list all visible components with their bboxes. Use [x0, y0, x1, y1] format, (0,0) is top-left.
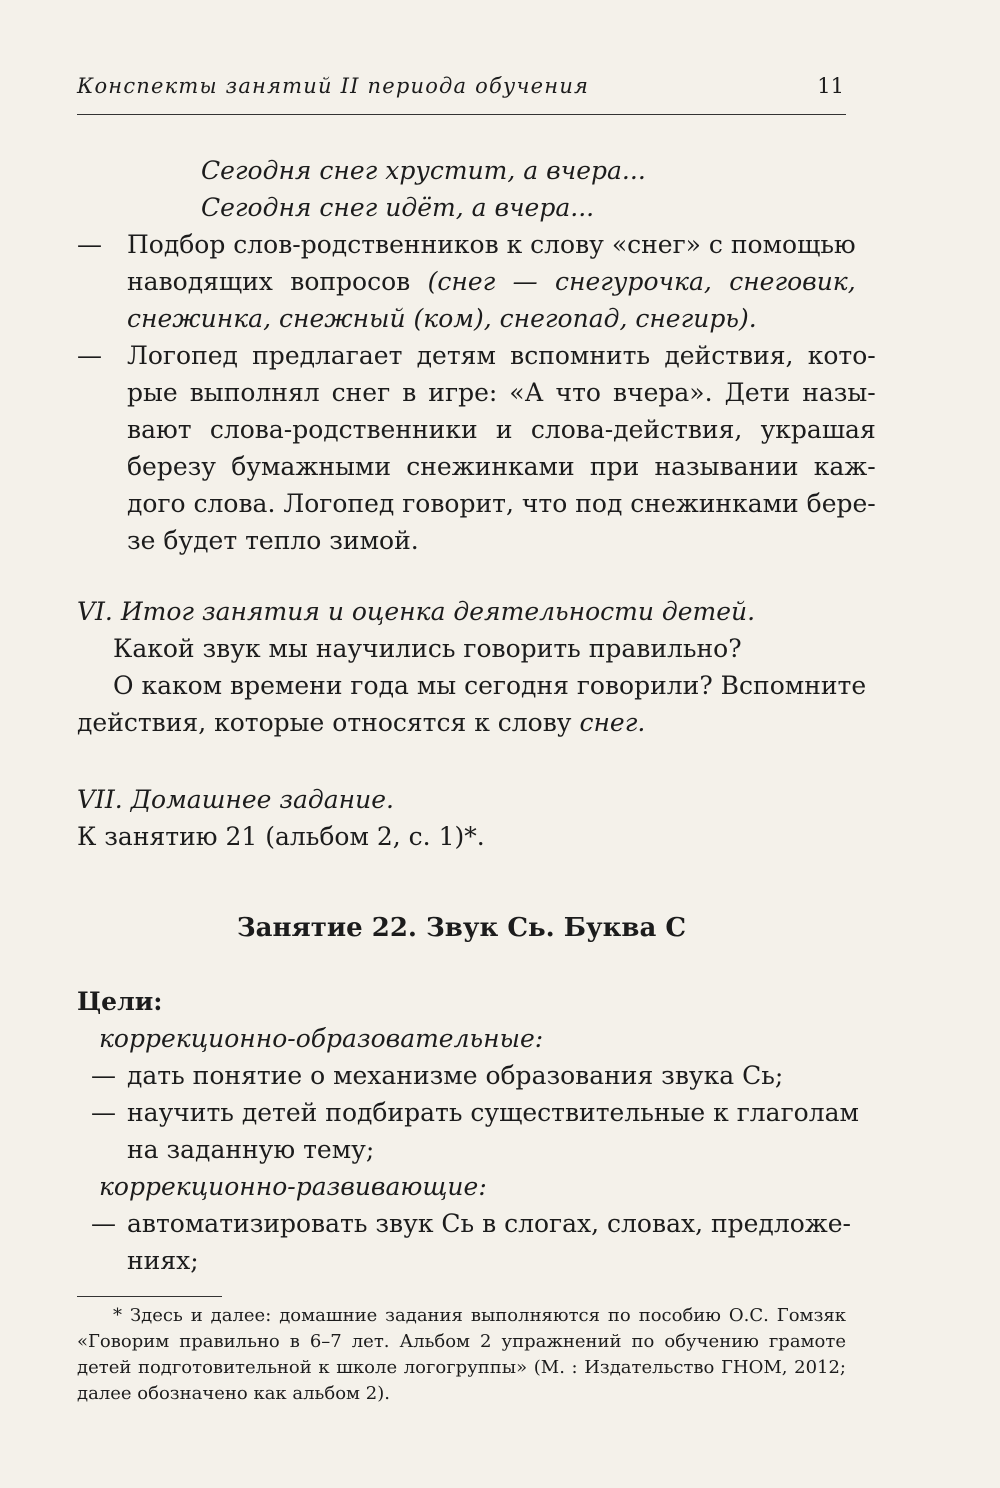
- running-title: Конспекты занятий II периода обучения: [77, 74, 590, 98]
- paragraph-line: зе будет тепло зимой.: [127, 526, 419, 555]
- list-item: [77, 1057, 846, 1094]
- section-title: VI. Итог занятия и оценка деятельности детей.: [77, 597, 756, 626]
- header-rule: [77, 114, 846, 115]
- section-homework: [77, 781, 846, 855]
- paragraph-line: дать понятие о механизме образования звука Сь;: [127, 1061, 784, 1090]
- footnote-line: далее обозначено как альбом 2).: [77, 1383, 390, 1404]
- dash-marker: —: [91, 1061, 116, 1090]
- dash-marker: —: [77, 230, 102, 259]
- list-item: [77, 226, 856, 337]
- paragraph-line: О каком времени года мы сегодня говорили? Вспомните: [113, 671, 867, 700]
- verse-line: Сегодня снег идёт, а вчера...: [201, 193, 595, 222]
- lesson-heading: Занятие 22. Звук Сь. Буква С: [236, 913, 687, 943]
- list-item: [77, 1094, 859, 1168]
- lesson-goals: [77, 983, 859, 1279]
- dash-marker: —: [77, 341, 102, 370]
- list-item: [77, 337, 876, 559]
- footnote-line: «Говорим правильно в 6–7 лет. Альбом 2 упражнений по обучению грамоте: [77, 1331, 846, 1352]
- list-item: [77, 1205, 851, 1279]
- paragraph-line: березу бумажными снежинками при назывании каж-: [127, 452, 876, 481]
- footnote-line: детей подготовительной к школе логогруппы» (М. : Издательство ГНОМ, 2012;: [77, 1357, 846, 1378]
- page-number: 11: [817, 74, 844, 98]
- goal-category: коррекционно-образовательные:: [99, 1024, 544, 1053]
- dash-marker: —: [91, 1209, 116, 1238]
- paragraph-line: Какой звук мы научились говорить правильно?: [113, 634, 742, 663]
- paragraph-line: Подбор слов-родственников к слову «снег» с помощью: [127, 230, 856, 259]
- footnote-rule: [77, 1296, 222, 1297]
- paragraph-line: научить детей подбирать существительные к глаголам: [127, 1098, 859, 1127]
- paragraph-line: дого слова. Логопед говорит, что под снежинками бере-: [127, 489, 876, 518]
- paragraph-line: на заданную тему;: [127, 1135, 375, 1164]
- goal-category: коррекционно-развивающие:: [99, 1172, 487, 1201]
- paragraph-line: снежинка, снежный (ком), снегопад, снегирь).: [127, 304, 757, 333]
- goals-label: Цели:: [77, 987, 163, 1016]
- paragraph-line: рые выполнял снег в игре: «А что вчера». Дети назы-: [127, 378, 876, 407]
- paragraph-line: К занятию 21 (альбом 2, с. 1)*.: [77, 822, 485, 851]
- footnote: [77, 1303, 846, 1407]
- paragraph-line: вают слова-родственники и слова-действия, украшая: [127, 415, 876, 444]
- continuation-block: [77, 152, 876, 559]
- verse-line: Сегодня снег хрустит, а вчера...: [201, 156, 646, 185]
- paragraph-line: ниях;: [127, 1246, 199, 1275]
- footnote-line: * Здесь и далее: домашние задания выполняются по пособию О.С. Гомзяк: [113, 1305, 846, 1326]
- paragraph-line: наводящих вопросов (снег — снегурочка, снеговик,: [127, 267, 856, 296]
- paragraph-line: Логопед предлагает детям вспомнить действия, кото-: [127, 341, 876, 370]
- section-summary: [77, 593, 867, 741]
- dash-marker: —: [91, 1098, 116, 1127]
- paragraph-line: действия, которые относятся к слову снег.: [77, 708, 646, 737]
- section-title: VII. Домашнее задание.: [77, 785, 394, 814]
- paragraph-line: автоматизировать звук Сь в слогах, словах, предложе-: [127, 1209, 851, 1238]
